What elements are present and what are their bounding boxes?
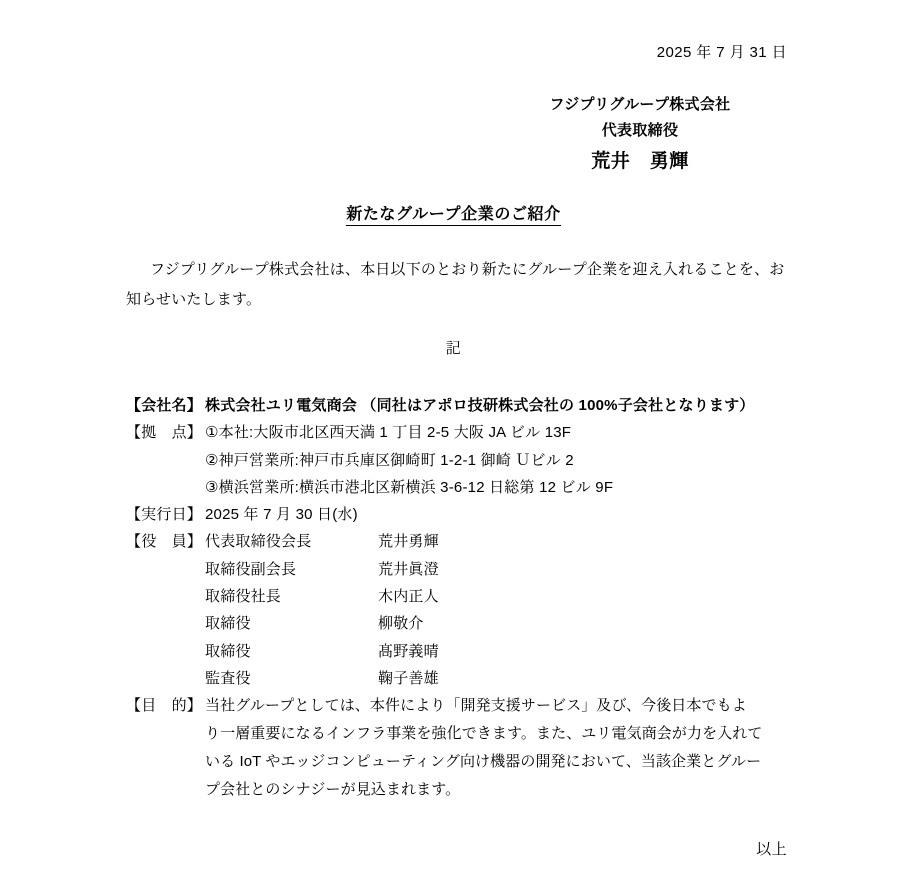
officer-row-4 — [126, 610, 806, 637]
officer-row-6 — [126, 665, 806, 692]
officer-title-6: 監査役 — [205, 669, 251, 687]
detail-row-officers — [126, 528, 806, 555]
officer-title-4: 取締役 — [205, 615, 251, 633]
purpose-line-1: 当社グループとしては、本件により「開発支援サービス」及び、今後日本でもよ — [205, 697, 747, 715]
officer-indent-spacer — [126, 610, 205, 637]
officer-title-2: 取締役副会長 — [205, 560, 297, 578]
sender-name: 荒井 勇輝 — [591, 150, 689, 172]
officer-indent-spacer — [126, 665, 205, 692]
officer-row-2 — [126, 556, 806, 583]
detail-row-purpose — [126, 692, 806, 803]
purpose-line-3: いる IoT やエッジコンピューティング向け機器の開発において、当該企業とグルー — [205, 752, 762, 770]
ki-marker: 記 — [445, 340, 462, 357]
officer-indent-spacer — [126, 556, 205, 583]
officers-label: 【役 員】 — [126, 533, 203, 551]
detail-row-company-name — [126, 392, 806, 419]
officer-name-3: 木内正人 — [378, 588, 439, 606]
purpose-line-4: プ会社とのシナジーが見込まれます。 — [205, 780, 461, 798]
officer-name-6: 鞠子善雄 — [378, 669, 439, 687]
officer-row-3 — [126, 583, 806, 610]
officer-name-5: 髙野義晴 — [378, 642, 439, 660]
officer-indent-spacer — [126, 638, 205, 665]
officer-name-1: 荒井勇輝 — [378, 533, 439, 551]
detail-row-locations — [126, 419, 806, 446]
officer-title-1: 代表取締役会長 — [205, 533, 312, 551]
execution-date-label: 【実行日】 — [126, 506, 203, 524]
location-item-1: ①本社:大阪市北区西天満 1 丁目 2-5 大阪 JA ビル 13F — [205, 424, 572, 442]
location-item-3: ③横浜営業所:横浜市港北区新横浜 3-6-12 日総第 12 ビル 9F — [205, 478, 614, 496]
detail-list — [126, 392, 806, 803]
purpose-label: 【目 的】 — [126, 697, 203, 715]
officer-row-5 — [126, 638, 806, 665]
detail-row-execution-date — [126, 501, 806, 528]
officer-name-2: 荒井眞澄 — [378, 560, 439, 578]
closing-text: 以上 — [756, 841, 787, 858]
sender-company: フジプリグループ株式会社 — [549, 96, 731, 113]
officer-title-5: 取締役 — [205, 642, 251, 660]
location-item-2: ②神戸営業所:神戸市兵庫区御崎町 1-2-1 御崎 Ｕビル 2 — [205, 451, 574, 469]
company-name-label: 【会社名】 — [126, 397, 203, 414]
sender-role: 代表取締役 — [601, 122, 679, 140]
locations-label: 【拠 点】 — [126, 424, 203, 442]
company-name-value: 株式会社ユリ電気商会 （同社はアポロ技研株式会社の 100%子会社となります） — [205, 397, 755, 414]
execution-date-value: 2025 年 7 月 30 日(水) — [205, 506, 358, 524]
purpose-line-2: り一層重要になるインフラ事業を強化できます。また、ユリ電気商会が力を入れて — [205, 725, 763, 743]
sender-block — [490, 92, 790, 177]
purpose-text — [205, 692, 806, 803]
document-title-text: 新たなグループ企業のご紹介 — [346, 206, 561, 226]
officer-name-4: 柳敬介 — [378, 615, 424, 633]
lead-paragraph: フジプリグループ株式会社は、本日以下のとおり新たにグループ企業を迎え入れることを、お知らせいたします。 — [126, 261, 785, 308]
document-title — [0, 202, 907, 228]
document-date: 2025 年 7 月 31 日 — [656, 44, 787, 61]
officer-indent-spacer — [126, 583, 205, 610]
officer-title-3: 取締役社長 — [205, 588, 282, 606]
